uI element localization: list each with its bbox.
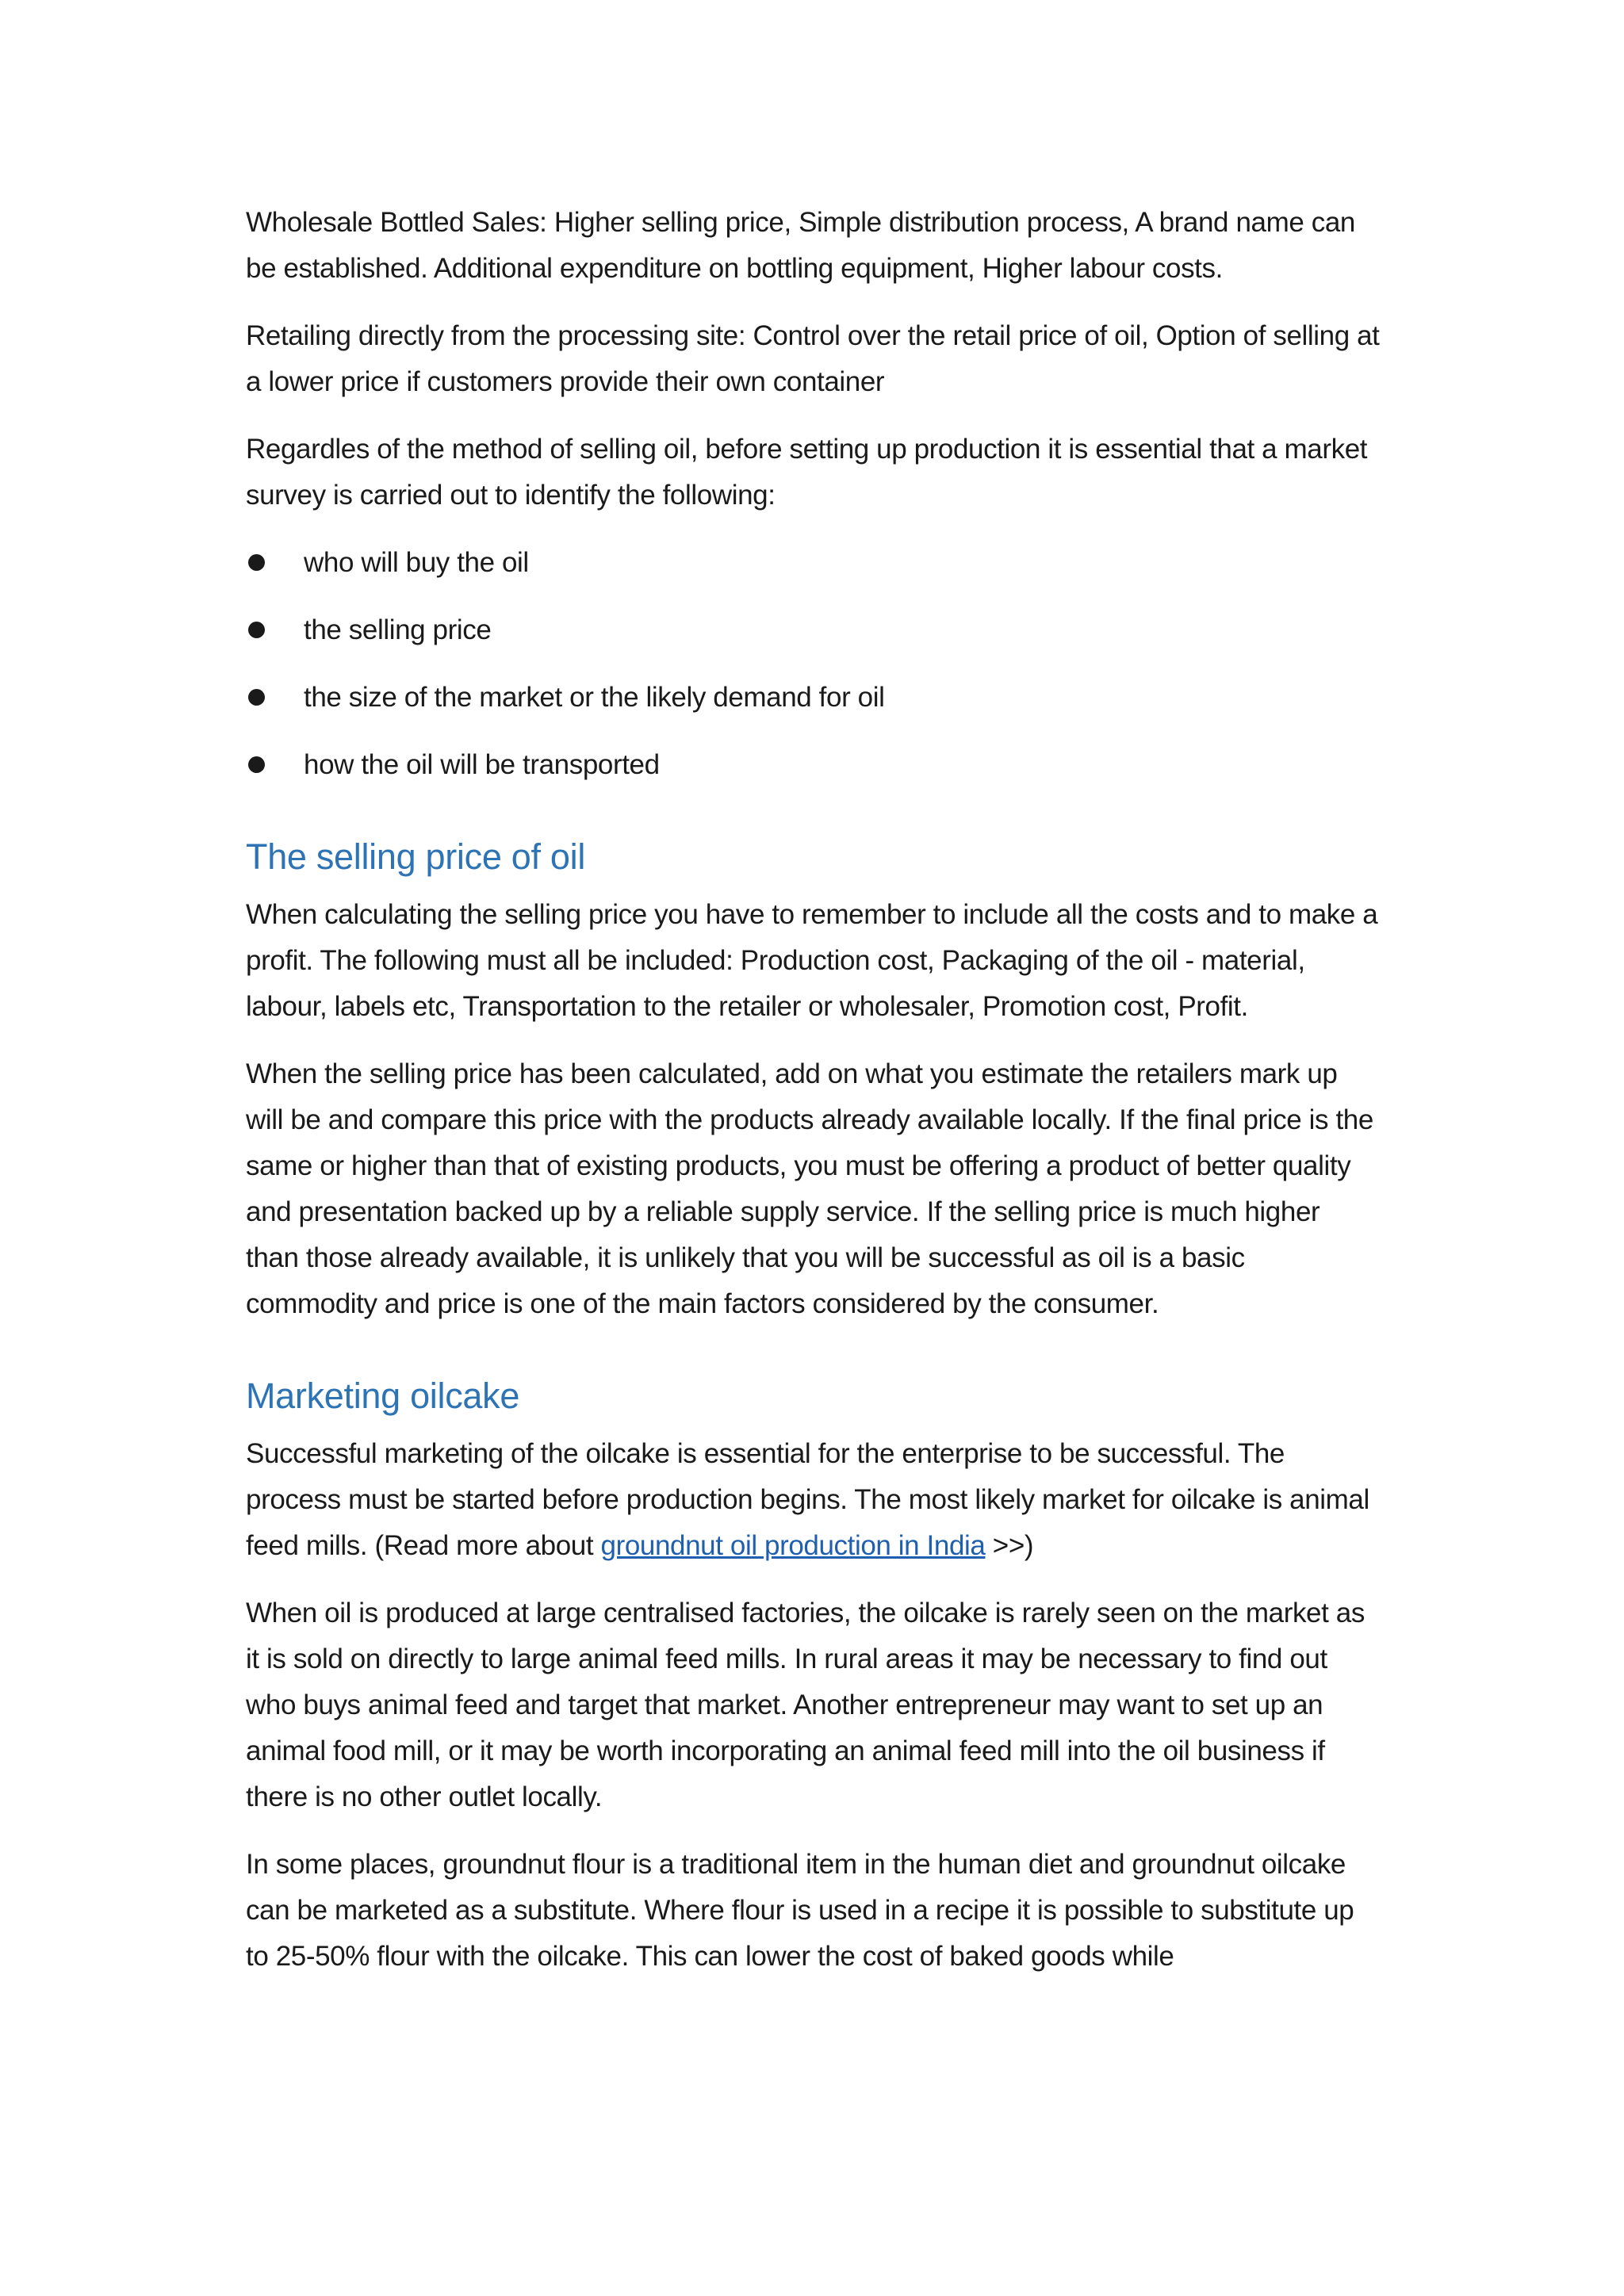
bullet-text: the size of the market or the likely demand for oil [304, 682, 885, 713]
paragraph-successful-marketing [246, 1431, 1380, 1569]
paragraph-centralised-factories: When oil is produced at large centralised factories, the oilcake is rarely seen on the market as it is sold on directly to large animal feed mills. In rural areas it may be necessary to find out who buys animal feed and target that market. Another entrepreneur may want to set up an animal food mill, or it may be worth incorporating an animal feed mill into the oil business if there is no other outlet locally. [246, 1598, 1365, 1812]
bullet-dot-icon [248, 756, 265, 773]
bullet-item [246, 675, 1380, 721]
paragraph-retailing-directly: Retailing directly from the processing site: Control over the retail price of oil, Option of selling at a lower price if customers provide their own container [246, 320, 1380, 397]
paragraph-market-survey-intro: Regardles of the method of selling oil, before setting up production it is essential that a market survey is carried out to identify the following: [246, 434, 1368, 511]
paragraph-wholesale-bottled-sales: Wholesale Bottled Sales: Higher selling price, Simple distribution process, A brand name can be established. Additional expenditure on bottling equipment, Higher labour costs. [246, 207, 1355, 284]
bullet-item [246, 607, 1380, 653]
paragraph-retailer-markup: When the selling price has been calculated, add on what you estimate the retailers mark up will be and compare this price with the products already available locally. If the final price is the same or higher than that of existing products, you must be offering a product of better quality and presentation backed up by a reliable supply service. If the selling price is much higher than those already available, it is unlikely that you will be successful as oil is a basic commodity and price is one of the main factors considered by the consumer. [246, 1058, 1373, 1319]
bullet-text: the selling price [304, 614, 492, 645]
market-survey-bullet-list [246, 540, 1380, 788]
paragraph-text: >>) [985, 1530, 1034, 1561]
bullet-dot-icon [248, 554, 265, 571]
bullet-dot-icon [248, 689, 265, 706]
bullet-item [246, 540, 1380, 586]
paragraph-calculating-selling-price: When calculating the selling price you have to remember to include all the costs and to make a profit. The following must all be included: Production cost, Packaging of the oil - material, labour, labels etc, Transportation to the retailer or wholesaler, Promotion cost, Profit. [246, 899, 1378, 1022]
heading-marketing-oilcake: Marketing oilcake [246, 1376, 520, 1416]
groundnut-oil-india-link[interactable]: groundnut oil production in India [600, 1530, 986, 1561]
paragraph-groundnut-flour: In some places, groundnut flour is a traditional item in the human diet and groundnut oilcake can be marketed as a substitute. Where flour is used in a recipe it is possible to substitute up to 25-50% flour with the oilcake. This can lower the cost of baked goods while [246, 1849, 1354, 1972]
bullet-text: who will buy the oil [304, 547, 529, 578]
paragraph-text: Successful marketing of the oilcake is essential for the enterprise to be successful. The process must be started before production begins. The most likely market for oilcake is animal feed mills. (Read more about [246, 1438, 1369, 1561]
heading-selling-price-of-oil: The selling price of oil [246, 836, 586, 877]
bullet-item [246, 742, 1380, 788]
bullet-dot-icon [248, 622, 265, 638]
bullet-text: how the oil will be transported [304, 749, 660, 780]
document-page [246, 200, 1380, 2001]
